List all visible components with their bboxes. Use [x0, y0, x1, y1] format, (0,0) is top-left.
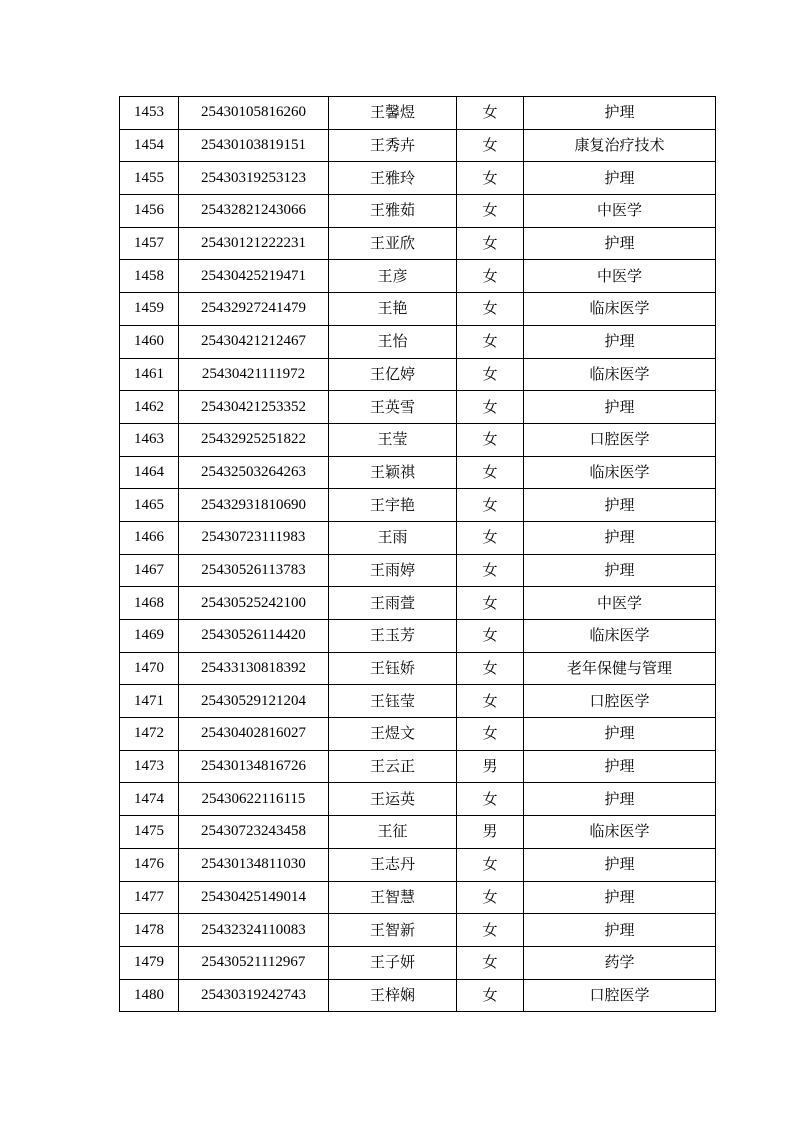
- candidate-id-cell: 25432503264263: [179, 456, 329, 489]
- gender-cell: 女: [457, 848, 524, 881]
- sequence-number-cell: 1456: [120, 195, 179, 228]
- table-row: [120, 489, 716, 522]
- sequence-number-cell: 1465: [120, 489, 179, 522]
- major-cell: 临床医学: [524, 456, 716, 489]
- student-name-cell: 王智新: [329, 914, 457, 947]
- student-name-cell: 王玉芳: [329, 620, 457, 653]
- gender-cell: 女: [457, 260, 524, 293]
- student-roster-table: [119, 96, 716, 1012]
- candidate-id-cell: 25432925251822: [179, 423, 329, 456]
- major-cell: 护理: [524, 391, 716, 424]
- major-cell: 护理: [524, 881, 716, 914]
- student-name-cell: 王怡: [329, 325, 457, 358]
- sequence-number-cell: 1466: [120, 521, 179, 554]
- table-row: [120, 848, 716, 881]
- major-cell: 护理: [524, 718, 716, 751]
- table-row: [120, 718, 716, 751]
- gender-cell: 女: [457, 946, 524, 979]
- student-name-cell: 王志丹: [329, 848, 457, 881]
- candidate-id-cell: 25430526114420: [179, 620, 329, 653]
- candidate-id-cell: 25430529121204: [179, 685, 329, 718]
- sequence-number-cell: 1476: [120, 848, 179, 881]
- sequence-number-cell: 1474: [120, 783, 179, 816]
- sequence-number-cell: 1471: [120, 685, 179, 718]
- major-cell: 护理: [524, 489, 716, 522]
- candidate-id-cell: 25430134811030: [179, 848, 329, 881]
- major-cell: 护理: [524, 914, 716, 947]
- major-cell: 口腔医学: [524, 979, 716, 1012]
- gender-cell: 女: [457, 195, 524, 228]
- major-cell: 护理: [524, 162, 716, 195]
- table-row: [120, 227, 716, 260]
- table-row: [120, 881, 716, 914]
- candidate-id-cell: 25430134816726: [179, 750, 329, 783]
- gender-cell: 女: [457, 227, 524, 260]
- student-name-cell: 王雨萱: [329, 587, 457, 620]
- major-cell: 护理: [524, 97, 716, 130]
- major-cell: 护理: [524, 750, 716, 783]
- table-row: [120, 260, 716, 293]
- major-cell: 护理: [524, 554, 716, 587]
- sequence-number-cell: 1460: [120, 325, 179, 358]
- gender-cell: 女: [457, 358, 524, 391]
- table-row: [120, 162, 716, 195]
- major-cell: 老年保健与管理: [524, 652, 716, 685]
- major-cell: 护理: [524, 227, 716, 260]
- sequence-number-cell: 1457: [120, 227, 179, 260]
- table-row: [120, 423, 716, 456]
- major-cell: 护理: [524, 848, 716, 881]
- table-row: [120, 195, 716, 228]
- table-row: [120, 129, 716, 162]
- student-name-cell: 王煜文: [329, 718, 457, 751]
- table-row: [120, 391, 716, 424]
- table-row: [120, 685, 716, 718]
- major-cell: 口腔医学: [524, 423, 716, 456]
- candidate-id-cell: 25430622116115: [179, 783, 329, 816]
- sequence-number-cell: 1461: [120, 358, 179, 391]
- gender-cell: 女: [457, 685, 524, 718]
- table-row: [120, 97, 716, 130]
- major-cell: 临床医学: [524, 816, 716, 849]
- student-name-cell: 王雅茹: [329, 195, 457, 228]
- student-name-cell: 王梓娴: [329, 979, 457, 1012]
- candidate-id-cell: 25430723243458: [179, 816, 329, 849]
- candidate-id-cell: 25430421212467: [179, 325, 329, 358]
- roster-table-body: [120, 97, 716, 1012]
- gender-cell: 女: [457, 652, 524, 685]
- candidate-id-cell: 25430521112967: [179, 946, 329, 979]
- student-name-cell: 王雅玲: [329, 162, 457, 195]
- sequence-number-cell: 1455: [120, 162, 179, 195]
- sequence-number-cell: 1472: [120, 718, 179, 751]
- gender-cell: 女: [457, 554, 524, 587]
- student-name-cell: 王征: [329, 816, 457, 849]
- student-name-cell: 王莹: [329, 423, 457, 456]
- candidate-id-cell: 25433130818392: [179, 652, 329, 685]
- sequence-number-cell: 1469: [120, 620, 179, 653]
- gender-cell: 女: [457, 620, 524, 653]
- gender-cell: 女: [457, 129, 524, 162]
- gender-cell: 女: [457, 162, 524, 195]
- gender-cell: 女: [457, 391, 524, 424]
- table-row: [120, 293, 716, 326]
- sequence-number-cell: 1470: [120, 652, 179, 685]
- major-cell: 中医学: [524, 587, 716, 620]
- major-cell: 口腔医学: [524, 685, 716, 718]
- student-name-cell: 王英雪: [329, 391, 457, 424]
- student-name-cell: 王宇艳: [329, 489, 457, 522]
- sequence-number-cell: 1454: [120, 129, 179, 162]
- sequence-number-cell: 1468: [120, 587, 179, 620]
- student-name-cell: 王彦: [329, 260, 457, 293]
- gender-cell: 女: [457, 325, 524, 358]
- candidate-id-cell: 25430723111983: [179, 521, 329, 554]
- gender-cell: 女: [457, 293, 524, 326]
- gender-cell: 女: [457, 783, 524, 816]
- sequence-number-cell: 1479: [120, 946, 179, 979]
- gender-cell: 女: [457, 914, 524, 947]
- gender-cell: 女: [457, 881, 524, 914]
- candidate-id-cell: 25430103819151: [179, 129, 329, 162]
- table-row: [120, 816, 716, 849]
- student-name-cell: 王亿婷: [329, 358, 457, 391]
- sequence-number-cell: 1458: [120, 260, 179, 293]
- candidate-id-cell: 25430319253123: [179, 162, 329, 195]
- student-name-cell: 王颖祺: [329, 456, 457, 489]
- major-cell: 药学: [524, 946, 716, 979]
- gender-cell: 女: [457, 718, 524, 751]
- candidate-id-cell: 25430425149014: [179, 881, 329, 914]
- sequence-number-cell: 1473: [120, 750, 179, 783]
- table-row: [120, 979, 716, 1012]
- candidate-id-cell: 25430319242743: [179, 979, 329, 1012]
- gender-cell: 女: [457, 979, 524, 1012]
- candidate-id-cell: 25432927241479: [179, 293, 329, 326]
- candidate-id-cell: 25432324110083: [179, 914, 329, 947]
- major-cell: 护理: [524, 783, 716, 816]
- gender-cell: 女: [457, 521, 524, 554]
- gender-cell: 男: [457, 750, 524, 783]
- student-name-cell: 王子妍: [329, 946, 457, 979]
- gender-cell: 男: [457, 816, 524, 849]
- student-name-cell: 王运英: [329, 783, 457, 816]
- student-name-cell: 王秀卉: [329, 129, 457, 162]
- gender-cell: 女: [457, 587, 524, 620]
- major-cell: 康复治疗技术: [524, 129, 716, 162]
- sequence-number-cell: 1467: [120, 554, 179, 587]
- table-row: [120, 783, 716, 816]
- sequence-number-cell: 1478: [120, 914, 179, 947]
- table-row: [120, 456, 716, 489]
- gender-cell: 女: [457, 97, 524, 130]
- sequence-number-cell: 1453: [120, 97, 179, 130]
- table-row: [120, 914, 716, 947]
- student-name-cell: 王智慧: [329, 881, 457, 914]
- candidate-id-cell: 25430525242100: [179, 587, 329, 620]
- candidate-id-cell: 25430402816027: [179, 718, 329, 751]
- student-name-cell: 王钰莹: [329, 685, 457, 718]
- table-row: [120, 325, 716, 358]
- candidate-id-cell: 25430105816260: [179, 97, 329, 130]
- table-row: [120, 620, 716, 653]
- gender-cell: 女: [457, 456, 524, 489]
- major-cell: 临床医学: [524, 620, 716, 653]
- candidate-id-cell: 25430421111972: [179, 358, 329, 391]
- sequence-number-cell: 1477: [120, 881, 179, 914]
- candidate-id-cell: 25430121222231: [179, 227, 329, 260]
- table-row: [120, 750, 716, 783]
- major-cell: 中医学: [524, 260, 716, 293]
- major-cell: 中医学: [524, 195, 716, 228]
- student-name-cell: 王雨婷: [329, 554, 457, 587]
- table-row: [120, 521, 716, 554]
- major-cell: 护理: [524, 325, 716, 358]
- sequence-number-cell: 1459: [120, 293, 179, 326]
- student-name-cell: 王雨: [329, 521, 457, 554]
- candidate-id-cell: 25432821243066: [179, 195, 329, 228]
- table-row: [120, 554, 716, 587]
- candidate-id-cell: 25430425219471: [179, 260, 329, 293]
- student-name-cell: 王钰娇: [329, 652, 457, 685]
- major-cell: 护理: [524, 521, 716, 554]
- candidate-id-cell: 25430526113783: [179, 554, 329, 587]
- gender-cell: 女: [457, 423, 524, 456]
- major-cell: 临床医学: [524, 293, 716, 326]
- sequence-number-cell: 1462: [120, 391, 179, 424]
- candidate-id-cell: 25430421253352: [179, 391, 329, 424]
- candidate-id-cell: 25432931810690: [179, 489, 329, 522]
- student-name-cell: 王云正: [329, 750, 457, 783]
- student-name-cell: 王馨煜: [329, 97, 457, 130]
- gender-cell: 女: [457, 489, 524, 522]
- table-row: [120, 358, 716, 391]
- table-row: [120, 946, 716, 979]
- sequence-number-cell: 1464: [120, 456, 179, 489]
- table-row: [120, 652, 716, 685]
- major-cell: 临床医学: [524, 358, 716, 391]
- student-name-cell: 王亚欣: [329, 227, 457, 260]
- student-name-cell: 王艳: [329, 293, 457, 326]
- sequence-number-cell: 1475: [120, 816, 179, 849]
- sequence-number-cell: 1480: [120, 979, 179, 1012]
- table-row: [120, 587, 716, 620]
- sequence-number-cell: 1463: [120, 423, 179, 456]
